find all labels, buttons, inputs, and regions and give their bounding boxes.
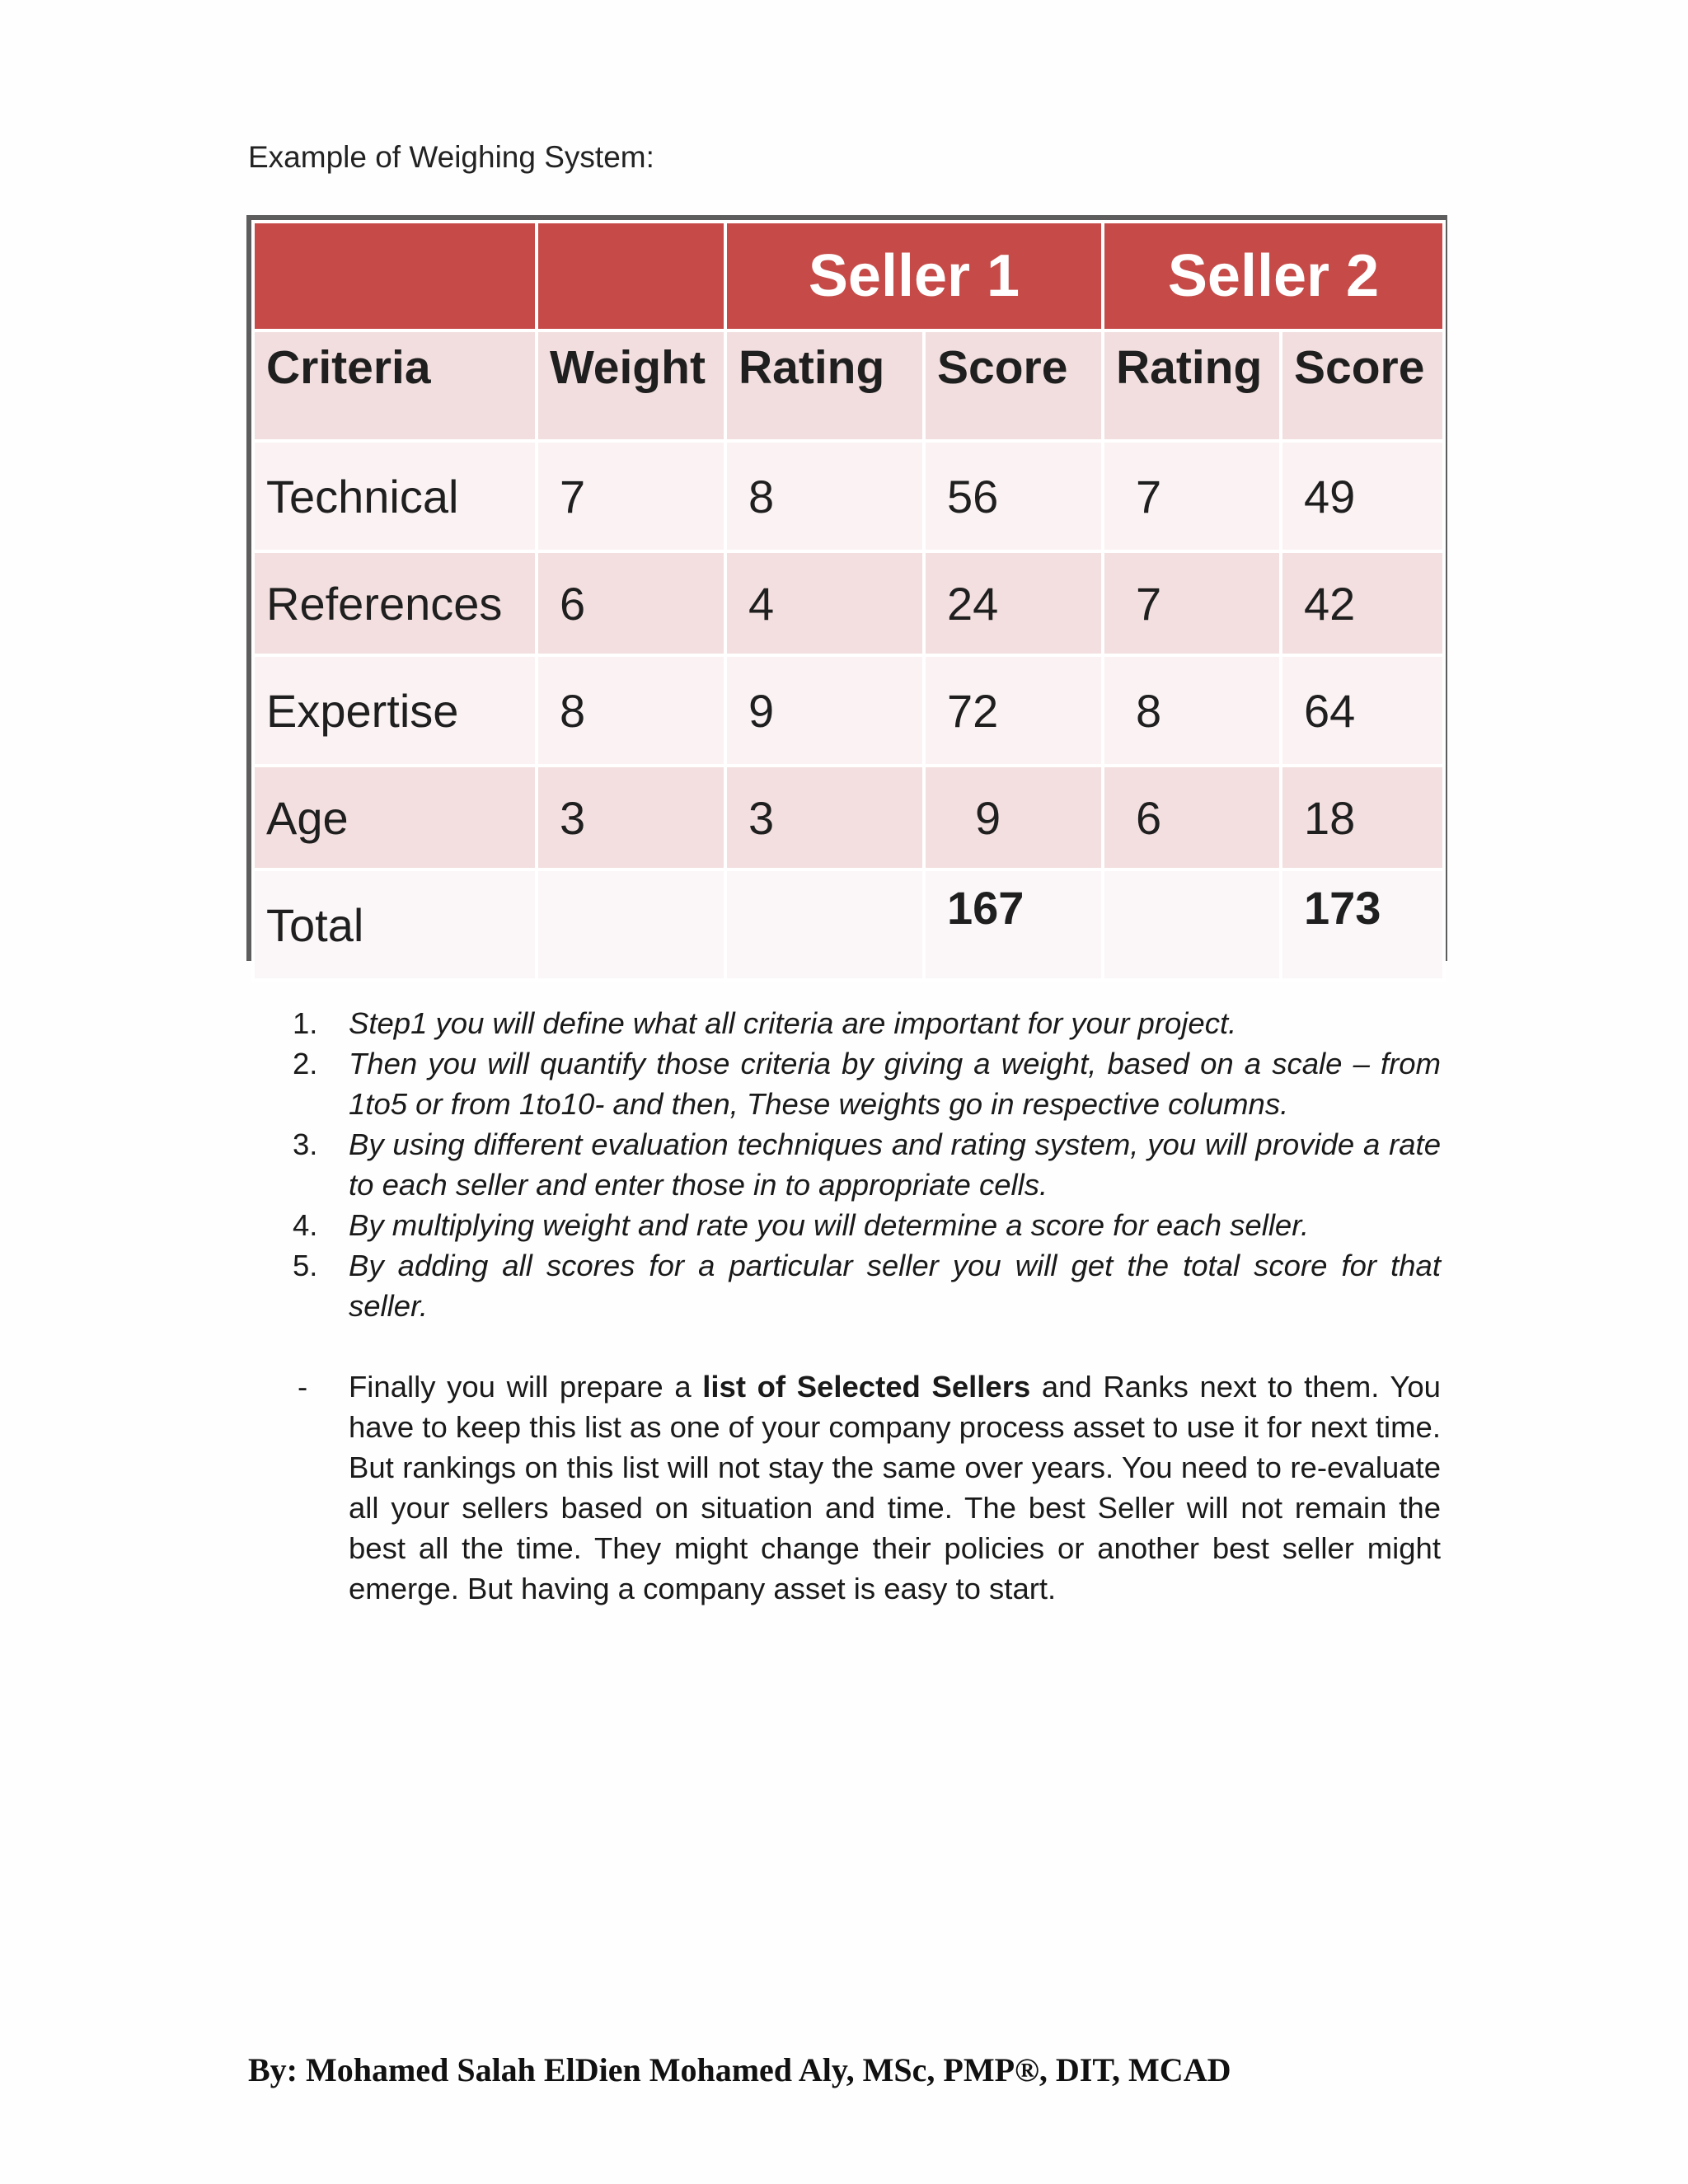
table-row bbox=[253, 655, 1444, 766]
list-item bbox=[293, 1043, 1441, 1124]
seller-1-rating-header: Rating bbox=[725, 330, 924, 441]
criteria-cell: Age bbox=[253, 766, 537, 869]
list-item-text: By adding all scores for a particular seller you will get the total score for that seller. bbox=[349, 1249, 1441, 1323]
list-item bbox=[293, 1003, 1441, 1043]
seller-2-score-cell: 64 bbox=[1281, 655, 1444, 766]
seller-2-total-score: 173 bbox=[1281, 869, 1444, 980]
weighing-system-table bbox=[246, 215, 1447, 961]
total-rating-1-empty bbox=[725, 869, 924, 980]
seller-2-score-cell: 18 bbox=[1281, 766, 1444, 869]
steps-list bbox=[293, 1003, 1441, 1326]
criteria-cell: Technical bbox=[253, 441, 537, 551]
total-weight-empty bbox=[537, 869, 725, 980]
weight-header: Weight bbox=[537, 330, 725, 441]
header-blank-2 bbox=[537, 222, 725, 330]
weight-cell: 3 bbox=[537, 766, 725, 869]
table-header-columns bbox=[253, 330, 1444, 441]
seller-1-score-cell: 56 bbox=[924, 441, 1103, 551]
seller-1-rating-cell: 9 bbox=[725, 655, 924, 766]
final-paragraph-lead: Finally you will prepare a bbox=[349, 1370, 703, 1404]
final-paragraph-rest: and Ranks next to them. You have to keep this list as one of your company process asset to use it for next time. But rankings on this list will not stay the same over years. You need to re-evaluate all your sellers based on situation and time. The best Seller will not remain the best all the time. They might change their policies or another best seller might emerge. But having a company asset is easy to start. bbox=[349, 1370, 1441, 1605]
list-number: 3. bbox=[293, 1127, 318, 1161]
list-item bbox=[293, 1124, 1441, 1205]
table-header-sellers bbox=[253, 222, 1444, 330]
seller-2-score-cell: 42 bbox=[1281, 551, 1444, 655]
list-number: 5. bbox=[293, 1249, 318, 1282]
list-item-text: Then you will quantify those criteria by giving a weight, based on a scale – from 1to5 or from 1to10- and then, These weights go in respective columns. bbox=[349, 1047, 1441, 1121]
list-number: 1. bbox=[293, 1006, 318, 1040]
weighing-table bbox=[251, 220, 1446, 982]
header-blank-1 bbox=[253, 222, 537, 330]
author-footer: By: Mohamed Salah ElDien Mohamed Aly, MSc, PMP®, DIT, MCAD bbox=[248, 2051, 1231, 2088]
seller-1-score-cell: 72 bbox=[924, 655, 1103, 766]
seller-1-rating-cell: 8 bbox=[725, 441, 924, 551]
total-rating-2-empty bbox=[1103, 869, 1281, 980]
list-item-text: By multiplying weight and rate you will determine a score for each seller. bbox=[349, 1208, 1310, 1242]
seller-2-rating-cell: 8 bbox=[1103, 655, 1281, 766]
list-number: 4. bbox=[293, 1208, 318, 1242]
table-row bbox=[253, 766, 1444, 869]
table-row bbox=[253, 551, 1444, 655]
seller-1-total-score: 167 bbox=[924, 869, 1103, 980]
intro-heading: Example of Weighing System: bbox=[248, 140, 654, 174]
criteria-cell: Expertise bbox=[253, 655, 537, 766]
list-item-text: Step1 you will define what all criteria are important for your project. bbox=[349, 1006, 1237, 1040]
list-item bbox=[293, 1245, 1441, 1326]
seller-1-score-header: Score bbox=[924, 330, 1103, 441]
criteria-header: Criteria bbox=[253, 330, 537, 441]
criteria-cell: References bbox=[253, 551, 537, 655]
final-paragraph-emphasis: list of Selected Sellers bbox=[702, 1370, 1031, 1404]
seller-2-score-header: Score bbox=[1281, 330, 1444, 441]
weight-cell: 8 bbox=[537, 655, 725, 766]
seller-1-header: Seller 1 bbox=[725, 222, 1103, 330]
seller-1-rating-cell: 3 bbox=[725, 766, 924, 869]
seller-2-rating-header: Rating bbox=[1103, 330, 1281, 441]
final-paragraph bbox=[293, 1366, 1441, 1609]
seller-2-rating-cell: 6 bbox=[1103, 766, 1281, 869]
list-item-text: By using different evaluation techniques and rating system, you will provide a rate to each seller and enter those in to appropriate cells. bbox=[349, 1127, 1441, 1202]
list-number: 2. bbox=[293, 1047, 318, 1080]
seller-1-score-cell: 24 bbox=[924, 551, 1103, 655]
weight-cell: 7 bbox=[537, 441, 725, 551]
list-item bbox=[293, 1205, 1441, 1245]
weight-cell: 6 bbox=[537, 551, 725, 655]
seller-2-header: Seller 2 bbox=[1103, 222, 1444, 330]
table-total-row bbox=[253, 869, 1444, 980]
seller-2-rating-cell: 7 bbox=[1103, 551, 1281, 655]
seller-2-score-cell: 49 bbox=[1281, 441, 1444, 551]
table-row bbox=[253, 441, 1444, 551]
seller-1-rating-cell: 4 bbox=[725, 551, 924, 655]
total-label: Total bbox=[253, 869, 537, 980]
seller-2-rating-cell: 7 bbox=[1103, 441, 1281, 551]
final-paragraph-body bbox=[293, 1366, 1441, 1609]
seller-1-score-cell: 9 bbox=[924, 766, 1103, 869]
dash-bullet: - bbox=[298, 1370, 308, 1404]
